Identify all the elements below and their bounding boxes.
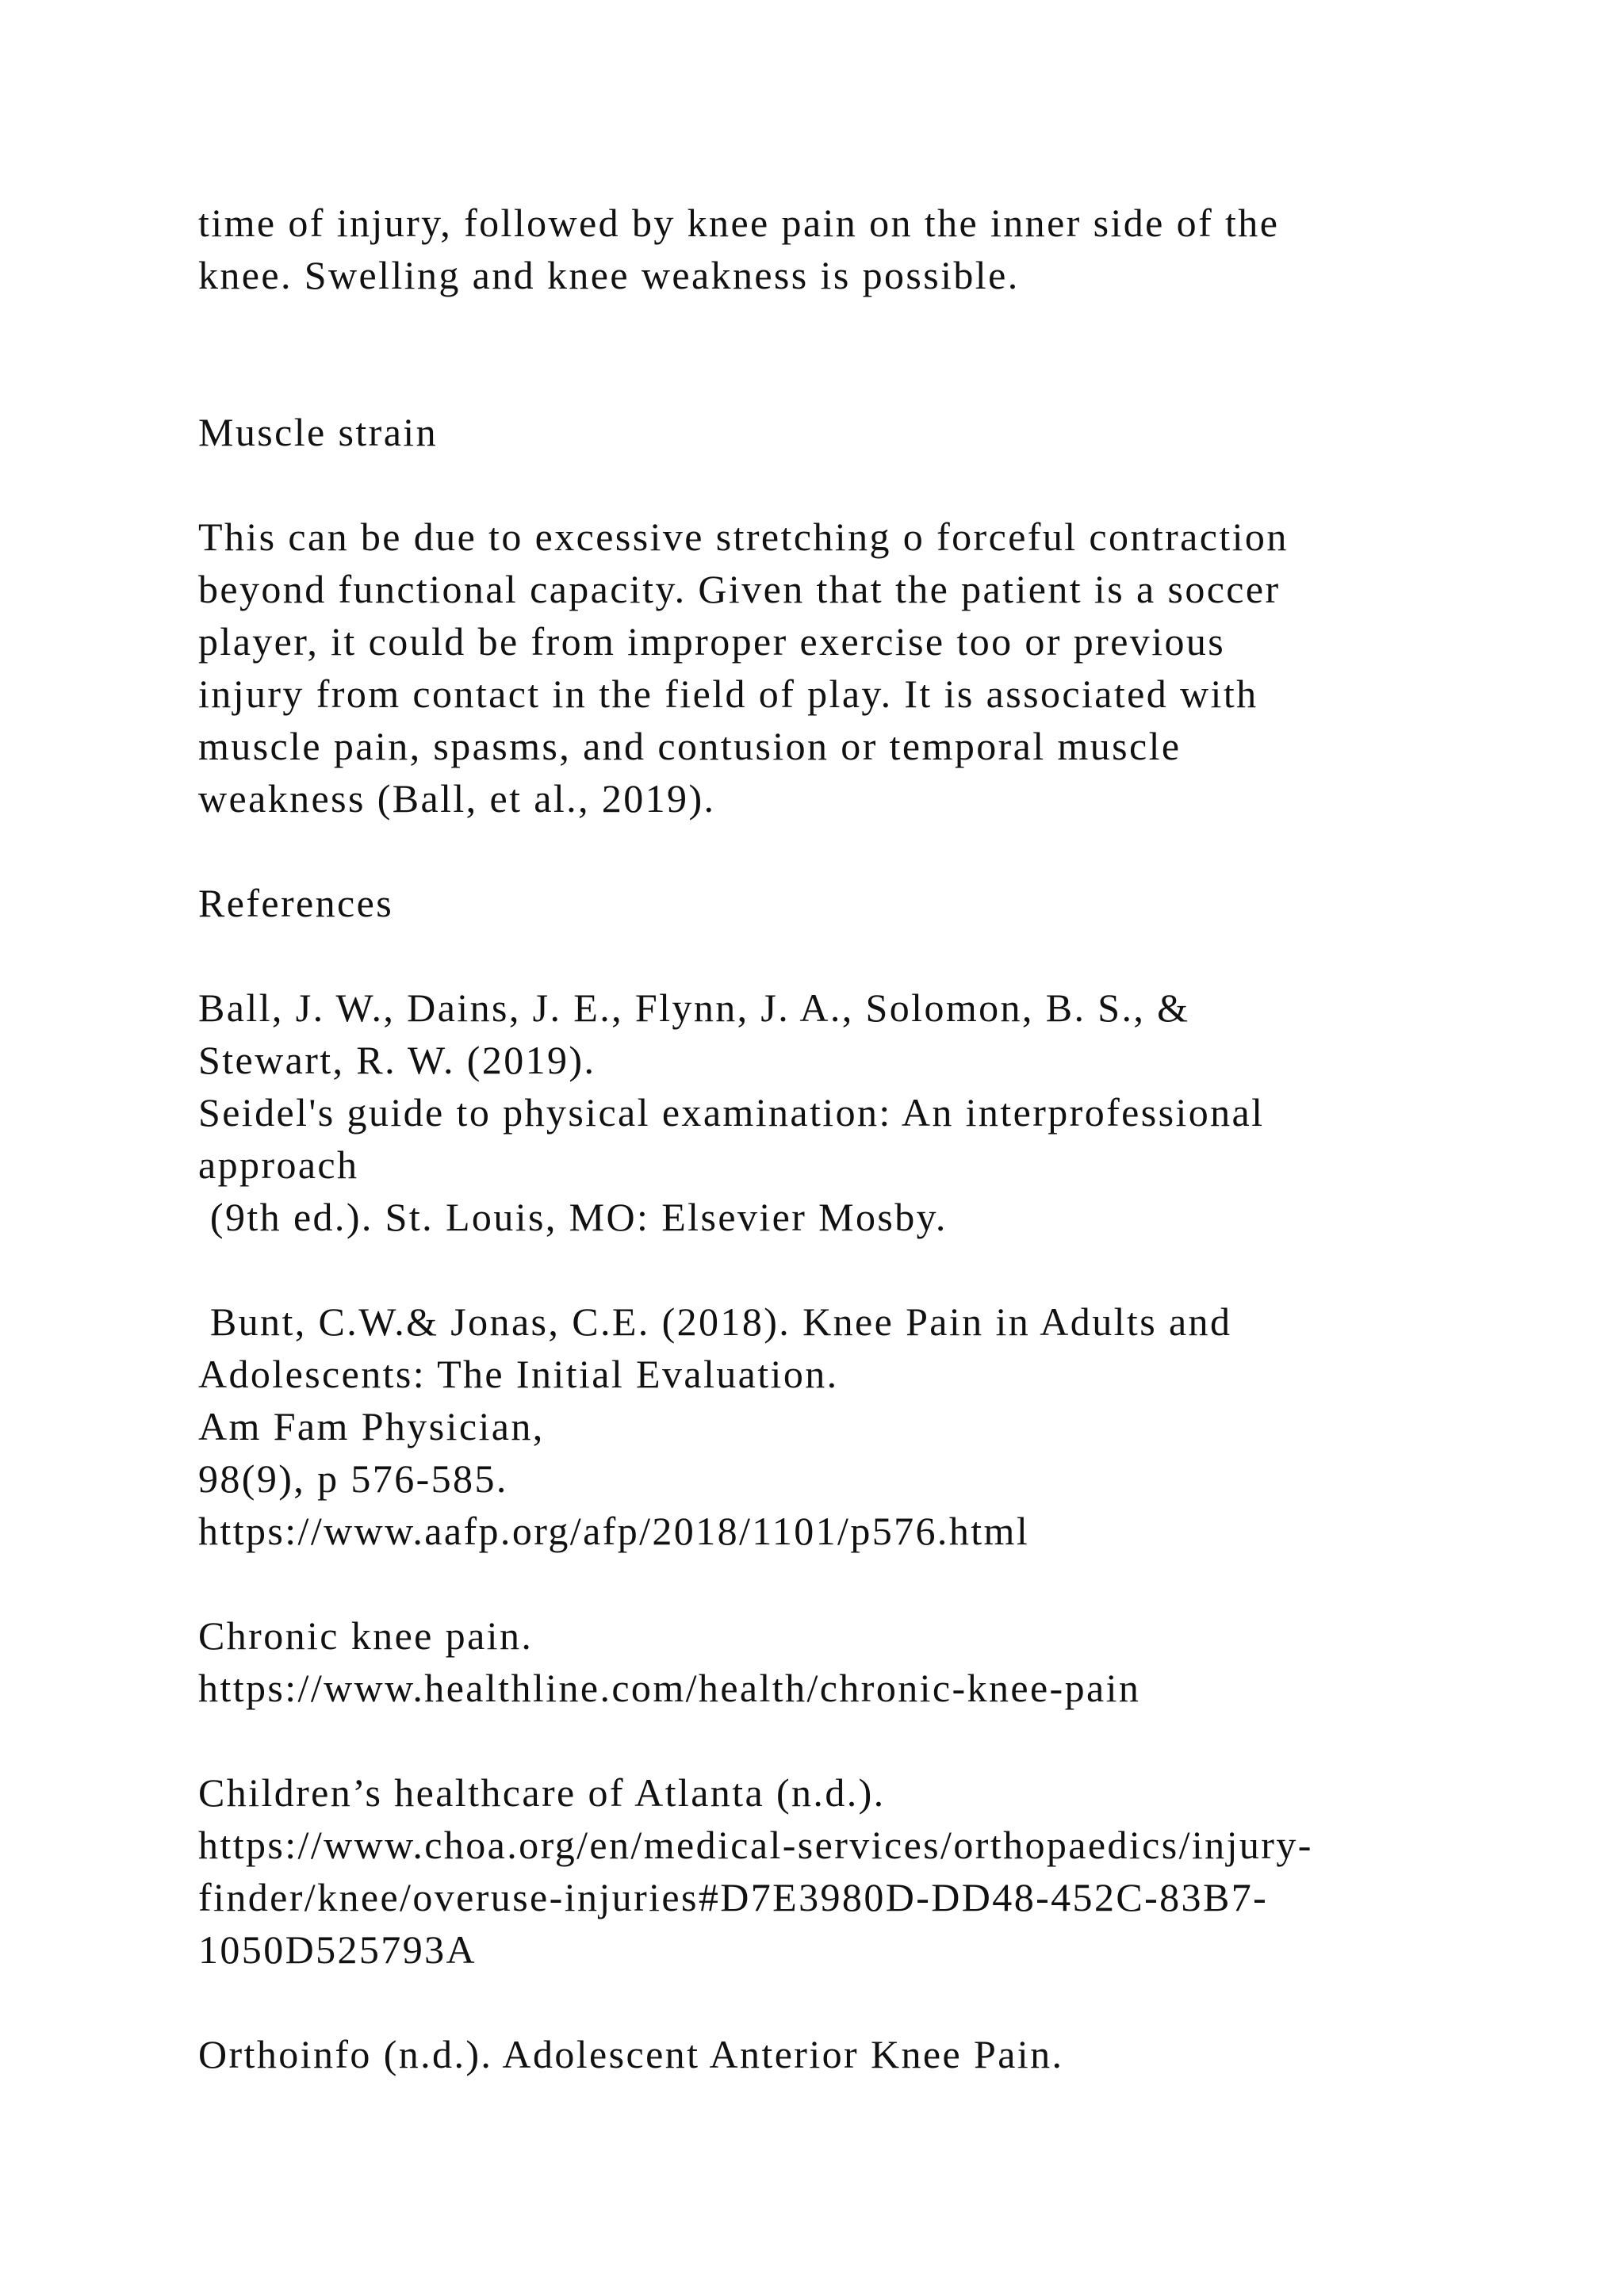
document-page <box>198 197 1467 2080</box>
reference-url: finder/knee/overuse-injuries#D7E3980D-DD48-452C-83B7- <box>198 1875 1269 1919</box>
reference-url: https://www.healthline.com/health/chronic-knee-pain <box>198 1666 1141 1710</box>
intro-paragraph <box>198 197 1467 301</box>
text-line: Stewart, R. W. (2019). <box>198 1038 596 1082</box>
heading-text: References <box>198 881 394 925</box>
reference-entry <box>198 2028 1467 2080</box>
text-line: (9th ed.). St. Louis, MO: Elsevier Mosby. <box>198 1195 948 1239</box>
text-line: 98(9), p 576-585. <box>198 1456 508 1501</box>
text-line: Adolescents: The Initial Evaluation. <box>198 1352 839 1396</box>
section-heading <box>198 406 1467 458</box>
text-line: injury from contact in the field of play. It is associated with <box>198 672 1258 716</box>
reference-url: 1050D525793A <box>198 1927 477 1972</box>
text-line: beyond functional capacity. Given that the patient is a soccer <box>198 567 1281 611</box>
text-line: Children’s healthcare of Atlanta (n.d.). <box>198 1770 886 1815</box>
text-line: approach <box>198 1142 359 1187</box>
text-line: Ball, J. W., Dains, J. E., Flynn, J. A., Solomon, B. S., & <box>198 985 1190 1030</box>
reference-url: https://www.choa.org/en/medical-services/orthopaedics/injury- <box>198 1823 1313 1867</box>
heading-text: Muscle strain <box>198 410 438 454</box>
text-line: weakness (Ball, et al., 2019). <box>198 776 716 821</box>
text-line: Am Fam Physician, <box>198 1404 545 1448</box>
section-body-paragraph <box>198 511 1467 825</box>
reference-entry <box>198 1766 1467 1976</box>
text-line: Bunt, C.W.& Jonas, C.E. (2018). Knee Pain in Adults and <box>198 1299 1232 1344</box>
reference-url: https://www.aafp.org/afp/2018/1101/p576.html <box>198 1509 1030 1553</box>
text-line: Orthoinfo (n.d.). Adolescent Anterior Knee Pain. <box>198 2032 1064 2076</box>
reference-entry <box>198 1609 1467 1714</box>
text-line: Seidel's guide to physical examination: An interprofessional <box>198 1090 1265 1135</box>
text-line: This can be due to excessive stretching o forceful contraction <box>198 515 1289 559</box>
text-line: player, it could be from improper exercise too or previous <box>198 619 1226 664</box>
text-line: knee. Swelling and knee weakness is possible. <box>198 253 1020 297</box>
text-line: muscle pain, spasms, and contusion or temporal muscle <box>198 724 1182 768</box>
reference-entry <box>198 982 1467 1243</box>
references-heading <box>198 877 1467 929</box>
text-line: Chronic knee pain. <box>198 1613 534 1658</box>
reference-entry <box>198 1295 1467 1557</box>
text-line: time of injury, followed by knee pain on the inner side of the <box>198 201 1280 245</box>
